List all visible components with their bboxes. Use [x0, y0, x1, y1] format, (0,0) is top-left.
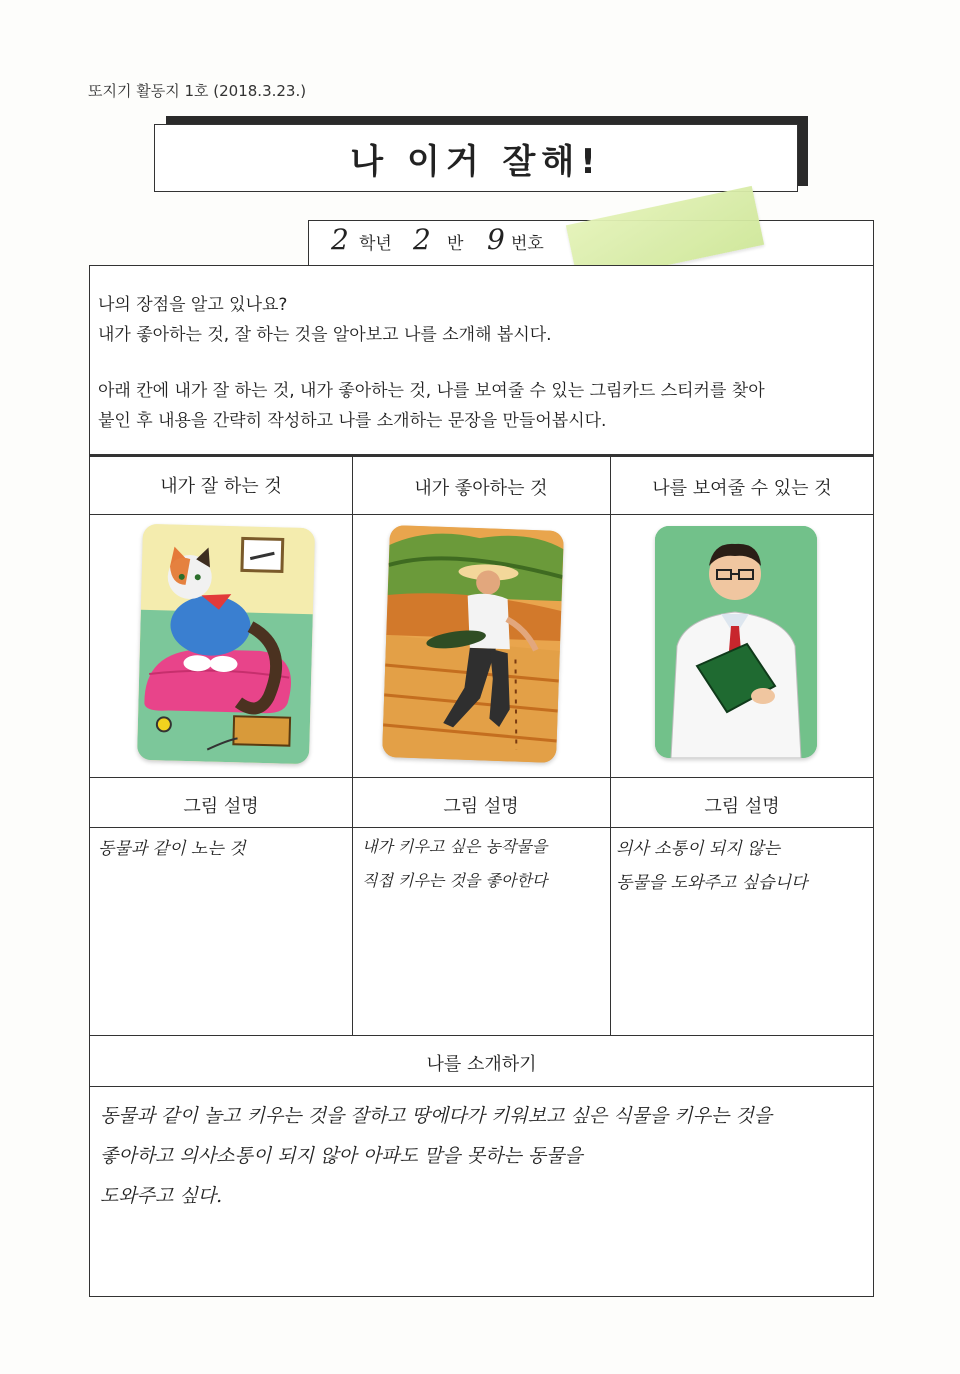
class-value: 2 [413, 223, 431, 256]
table-top-border [90, 454, 873, 457]
caption-text-like: 내가 키우고 싶은 농작물을 직접 키우는 것을 좋아한다 [362, 837, 548, 890]
grade-label: 학년 [359, 234, 392, 254]
intro-line-3: 아래 칸에 내가 잘 하는 것, 내가 좋아하는 것, 나를 보여줄 수 있는 그림카드 스티커를 찾아 [98, 381, 765, 401]
caption-text-show-me: 의사 소통이 되지 않는 동물을 도와주고 싶습니다 [616, 839, 808, 893]
number-value: 9 [487, 223, 505, 256]
doctor-illustration [655, 526, 817, 758]
intro-line-4: 붙인 후 내용을 간략히 작성하고 나를 소개하는 문장을 만들어봅시다. [98, 411, 607, 431]
caption-label-like: 그림 설명 [443, 796, 519, 817]
heading-show-me: 나를 보여줄 수 있는 것 [652, 478, 832, 499]
caption-label-good-at: 그림 설명 [183, 796, 259, 817]
class-label: 반 [447, 234, 464, 254]
grade-value: 2 [331, 223, 349, 256]
worksheet-header: 또지기 활동지 1호 (2018.3.23.) [88, 82, 307, 100]
heading-good-at: 내가 잘 하는 것 [160, 476, 282, 497]
sticker-card-doctor [655, 526, 817, 758]
heading-like: 내가 좋아하는 것 [414, 478, 548, 499]
self-intro-heading: 나를 소개하기 [426, 1054, 537, 1075]
farmer-illustration [382, 525, 564, 763]
intro-text [98, 290, 868, 436]
intro-line-2: 내가 좋아하는 것, 잘 하는 것을 알아보고 나를 소개해 봅시다. [98, 325, 552, 345]
caption-label-show-me: 그림 설명 [704, 796, 780, 817]
self-intro-text: 동물과 같이 놀고 키우는 것을 잘하고 땅에다가 키워보고 싶은 식물을 키우는 것을 좋아하고 의사소통이 되지 않아 아파도 말을 못하는 동물을 도와주고 싶다. [100, 1105, 773, 1207]
intro-line-1: 나의 장점을 알고 있나요? [98, 295, 288, 315]
cat-illustration [137, 524, 315, 764]
caption-text-good-at: 동물과 같이 노는 것 [98, 839, 246, 859]
sticker-card-cat [137, 524, 315, 764]
number-label: 번호 [511, 234, 544, 254]
worksheet-body [89, 265, 874, 1297]
page-title: 나 이거 잘해! [154, 124, 798, 192]
sticker-card-farmer [382, 525, 564, 763]
